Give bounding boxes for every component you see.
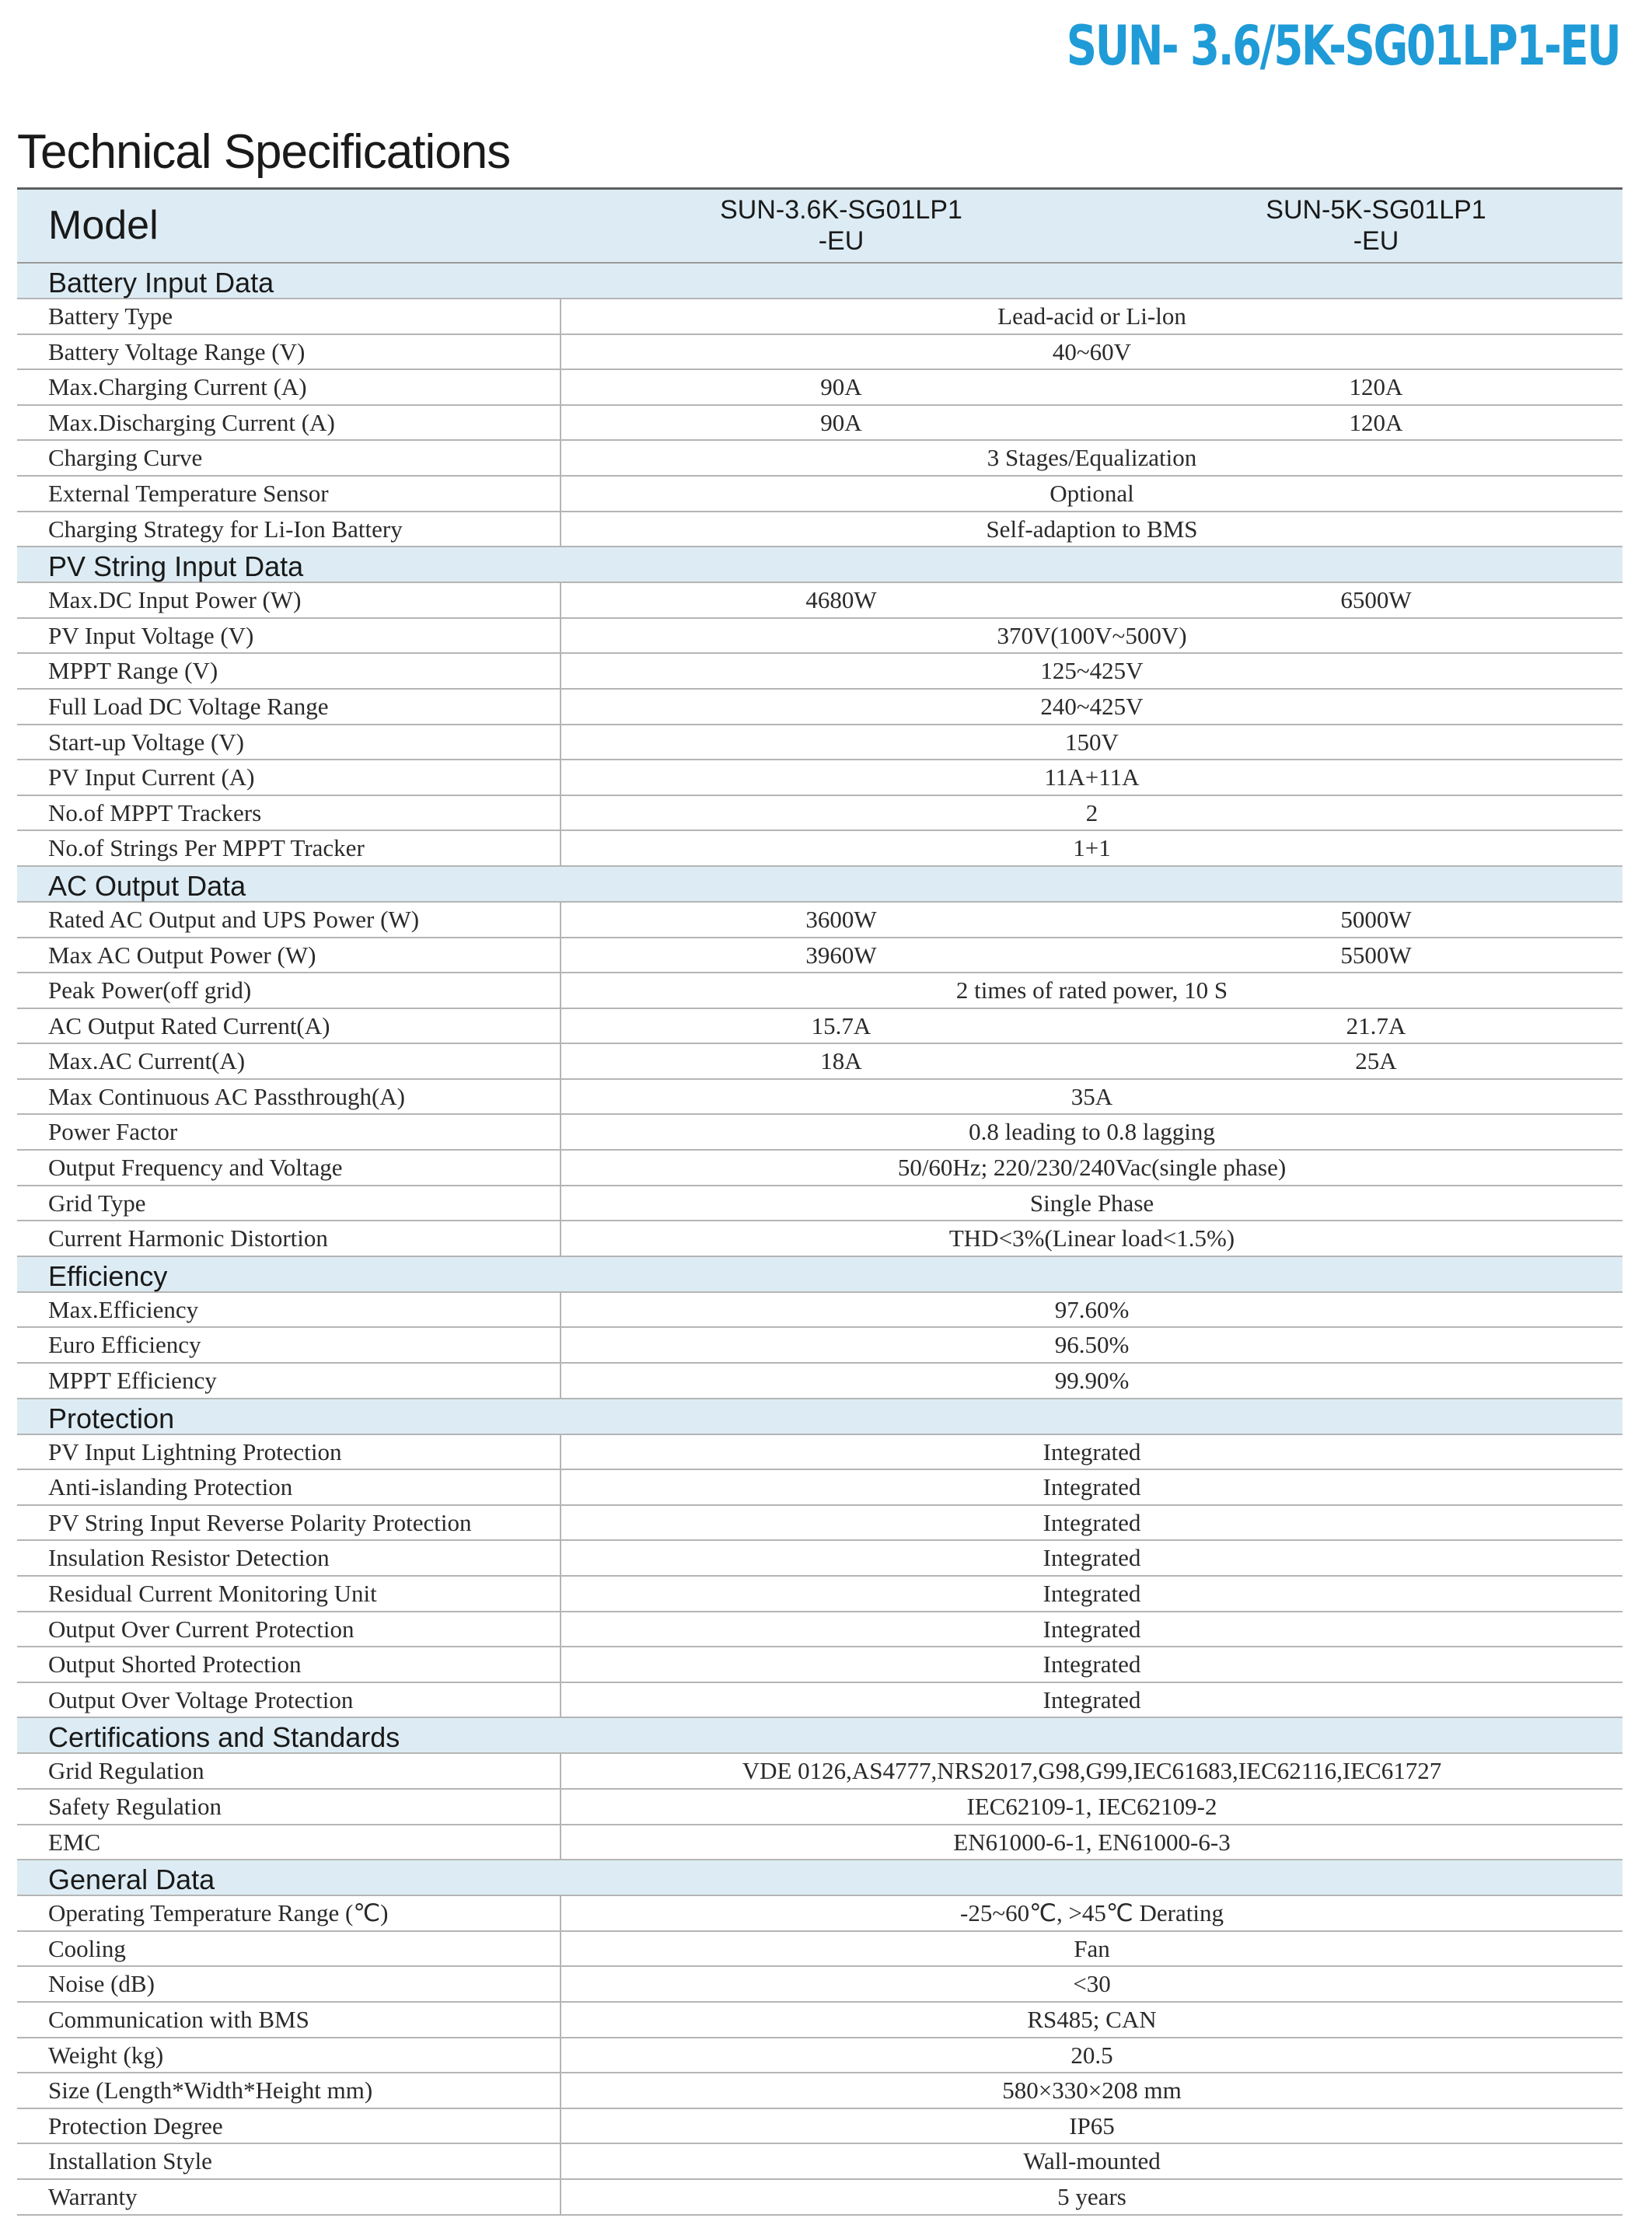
- spec-value: IP65: [1069, 2111, 1115, 2139]
- table-row: [17, 1364, 1622, 1399]
- spec-table: [17, 187, 1622, 2216]
- section-title: Certifications and Standards: [48, 1721, 400, 1754]
- spec-label: Rated AC Output and UPS Power (W): [17, 903, 561, 937]
- spec-value-5k: 21.7A: [1346, 1011, 1406, 1039]
- table-row: [17, 1435, 1622, 1471]
- model-name-line: -EU: [1353, 226, 1399, 256]
- spec-label: Noise (dB): [17, 1967, 561, 2001]
- spec-value: 0.8 leading to 0.8 lagging: [969, 1118, 1215, 1146]
- table-row: [17, 2073, 1622, 2109]
- spec-label: No.of Strings Per MPPT Tracker: [17, 831, 561, 865]
- table-row: [17, 1612, 1622, 1648]
- spec-label: Output Frequency and Voltage: [17, 1151, 561, 1185]
- section-header: [17, 264, 1622, 299]
- section-title: PV String Input Data: [48, 550, 304, 583]
- spec-label: PV String Input Reverse Polarity Protection: [17, 1506, 561, 1540]
- section-header: [17, 1860, 1622, 1896]
- table-row: [17, 760, 1622, 796]
- table-row: [17, 1577, 1622, 1612]
- spec-label: Start-up Voltage (V): [17, 725, 561, 760]
- table-row: [17, 1967, 1622, 2003]
- spec-label: Protection Degree: [17, 2109, 561, 2143]
- table-row: [17, 654, 1622, 690]
- table-row: [17, 1790, 1622, 1825]
- spec-label: Size (Length*Width*Height mm): [17, 2073, 561, 2108]
- spec-value: 2 times of rated power, 10 S: [955, 976, 1228, 1004]
- spec-value: 96.50%: [1054, 1331, 1130, 1359]
- table-row: [17, 2003, 1622, 2038]
- spec-value: 580×330×208 mm: [1002, 2077, 1182, 2105]
- spec-value: RS485; CAN: [1027, 2005, 1157, 2033]
- spec-value: 1+1: [1073, 834, 1111, 862]
- spec-label: EMC: [17, 1825, 561, 1860]
- table-row: [17, 1080, 1622, 1116]
- page-heading: Technical Specifications: [17, 125, 511, 179]
- spec-value: Self-adaption to BMS: [986, 515, 1198, 543]
- table-row: [17, 1293, 1622, 1329]
- spec-value: 50/60Hz; 220/230/240Vac(single phase): [897, 1154, 1287, 1182]
- spec-label: Anti-islanding Protection: [17, 1470, 561, 1504]
- spec-value: THD<3%(Linear load<1.5%): [948, 1224, 1235, 1252]
- spec-value: 35A: [1070, 1082, 1113, 1110]
- table-row: [17, 299, 1622, 335]
- section-header: [17, 547, 1622, 583]
- spec-label: Battery Voltage Range (V): [17, 335, 561, 369]
- spec-label: Output Over Current Protection: [17, 1612, 561, 1647]
- table-row: [17, 1115, 1622, 1151]
- table-row: [17, 477, 1622, 512]
- spec-value-3-6k: 18A: [820, 1047, 862, 1075]
- spec-label: Output Over Voltage Protection: [17, 1683, 561, 1717]
- spec-value: 97.60%: [1054, 1295, 1130, 1323]
- spec-label: Max.Charging Current (A): [17, 370, 561, 404]
- table-row: [17, 2038, 1622, 2074]
- table-row: [17, 512, 1622, 548]
- spec-label: MPPT Efficiency: [17, 1364, 561, 1398]
- spec-value-5k: 5500W: [1340, 941, 1412, 969]
- spec-value-3-6k: 4680W: [805, 586, 877, 614]
- spec-label: AC Output Rated Current(A): [17, 1009, 561, 1043]
- table-row: [17, 796, 1622, 832]
- section-title: General Data: [48, 1863, 215, 1896]
- section-title: AC Output Data: [48, 869, 246, 902]
- model-header-row: [17, 190, 1622, 264]
- table-row: [17, 335, 1622, 371]
- spec-value: Integrated: [1043, 1650, 1141, 1678]
- table-row: [17, 619, 1622, 655]
- spec-value: 20.5: [1070, 2041, 1113, 2069]
- spec-value: 150V: [1065, 728, 1119, 756]
- spec-value: 240~425V: [1040, 692, 1144, 720]
- table-row: [17, 1896, 1622, 1932]
- table-row: [17, 831, 1622, 867]
- spec-value-3-6k: 90A: [820, 408, 862, 436]
- spec-value-5k: 6500W: [1340, 586, 1412, 614]
- spec-label: MPPT Range (V): [17, 654, 561, 688]
- model-name-3-6k: [647, 194, 1036, 257]
- section-header: [17, 1718, 1622, 1754]
- table-body: [17, 264, 1622, 2216]
- spec-label: Charging Curve: [17, 441, 561, 475]
- spec-value: Optional: [1050, 479, 1134, 507]
- table-row: [17, 1009, 1622, 1045]
- spec-label: Max.Discharging Current (A): [17, 406, 561, 440]
- spec-label: Max Continuous AC Passthrough(A): [17, 1080, 561, 1114]
- spec-label: Current Harmonic Distortion: [17, 1221, 561, 1256]
- spec-label: Installation Style: [17, 2144, 561, 2178]
- table-row: [17, 1470, 1622, 1506]
- spec-value: 3 Stages/Equalization: [987, 444, 1197, 472]
- spec-value-5k: 120A: [1349, 408, 1403, 436]
- table-row: [17, 973, 1622, 1009]
- spec-label: PV Input Lightning Protection: [17, 1435, 561, 1469]
- spec-value: 370V(100V~500V): [997, 621, 1187, 649]
- spec-label: PV Input Current (A): [17, 760, 561, 795]
- spec-value: Single Phase: [1029, 1189, 1154, 1217]
- spec-label: Warranty: [17, 2180, 561, 2214]
- table-row: [17, 1151, 1622, 1186]
- table-row: [17, 1825, 1622, 1861]
- model-name-line: SUN-3.6K-SG01LP1: [720, 195, 962, 225]
- table-row: [17, 1506, 1622, 1542]
- spec-label: No.of MPPT Trackers: [17, 796, 561, 830]
- spec-value: EN61000-6-1, EN61000-6-3: [953, 1828, 1231, 1856]
- spec-label: Battery Type: [17, 299, 561, 334]
- spec-value: 125~425V: [1040, 657, 1144, 685]
- spec-value-3-6k: 90A: [820, 373, 862, 401]
- spec-label: Weight (kg): [17, 2038, 561, 2073]
- spec-label: External Temperature Sensor: [17, 477, 561, 511]
- table-row: [17, 1754, 1622, 1790]
- spec-label: Communication with BMS: [17, 2003, 561, 2037]
- spec-label: Peak Power(off grid): [17, 973, 561, 1008]
- section-header: [17, 867, 1622, 903]
- model-name-5k: [1182, 194, 1570, 257]
- spec-value: Lead-acid or Li-lon: [997, 302, 1186, 330]
- section-header: [17, 1399, 1622, 1435]
- spec-label: Safety Regulation: [17, 1790, 561, 1824]
- spec-value: VDE 0126,AS4777,NRS2017,G98,G99,IEC61683,IEC62116,IEC61727: [742, 1757, 1442, 1785]
- table-row: [17, 1932, 1622, 1968]
- spec-value-5k: 25A: [1355, 1047, 1397, 1075]
- spec-label: Max AC Output Power (W): [17, 938, 561, 973]
- spec-value: Integrated: [1043, 1544, 1141, 1572]
- spec-value-5k: 120A: [1349, 373, 1403, 401]
- spec-label: Grid Regulation: [17, 1754, 561, 1788]
- spec-label: Grid Type: [17, 1186, 561, 1221]
- spec-label: Charging Strategy for Li-Ion Battery: [17, 512, 561, 547]
- spec-value: <30: [1073, 1970, 1111, 1998]
- table-row: [17, 725, 1622, 761]
- table-row: [17, 1328, 1622, 1364]
- spec-value-3-6k: 3960W: [805, 941, 877, 969]
- spec-label: Residual Current Monitoring Unit: [17, 1577, 561, 1611]
- spec-label: Max.DC Input Power (W): [17, 583, 561, 617]
- table-row: [17, 1186, 1622, 1222]
- table-row: [17, 903, 1622, 938]
- spec-value: 99.90%: [1054, 1367, 1130, 1395]
- table-row: [17, 1683, 1622, 1719]
- table-row: [17, 370, 1622, 406]
- spec-label: Max.AC Current(A): [17, 1044, 561, 1078]
- table-row: [17, 2144, 1622, 2180]
- spec-value: Integrated: [1043, 1508, 1141, 1536]
- model-name-line: SUN-5K-SG01LP1: [1266, 195, 1486, 225]
- spec-label: Full Load DC Voltage Range: [17, 690, 561, 724]
- spec-value-3-6k: 15.7A: [811, 1011, 871, 1039]
- table-row: [17, 690, 1622, 725]
- spec-value: 11A+11A: [1044, 763, 1140, 791]
- model-name-line: -EU: [818, 226, 864, 256]
- spec-label: Cooling: [17, 1932, 561, 1966]
- spec-value: 5 years: [1057, 2182, 1126, 2210]
- spec-value: 40~60V: [1052, 337, 1132, 365]
- spec-value-3-6k: 3600W: [805, 905, 877, 933]
- model-label: Model: [48, 203, 159, 248]
- spec-label: PV Input Voltage (V): [17, 619, 561, 653]
- table-row: [17, 1221, 1622, 1257]
- spec-value: Fan: [1074, 1934, 1110, 1962]
- spec-value: Integrated: [1043, 1473, 1141, 1501]
- section-header: [17, 1257, 1622, 1293]
- spec-value: -25~60℃, >45℃ Derating: [960, 1899, 1224, 1927]
- spec-value: IEC62109-1, IEC62109-2: [966, 1792, 1217, 1820]
- spec-label: Power Factor: [17, 1115, 561, 1149]
- spec-value: Integrated: [1043, 1685, 1141, 1713]
- section-title: Battery Input Data: [48, 267, 274, 299]
- section-title: Efficiency: [48, 1259, 168, 1292]
- spec-value-5k: 5000W: [1340, 905, 1412, 933]
- spec-label: Insulation Resistor Detection: [17, 1541, 561, 1575]
- spec-value: Wall-mounted: [1023, 2147, 1161, 2175]
- spec-label: Max.Efficiency: [17, 1293, 561, 1327]
- spec-value: Integrated: [1043, 1615, 1141, 1643]
- spec-value: Integrated: [1043, 1437, 1141, 1465]
- spec-value: 2: [1085, 798, 1098, 826]
- spec-label: Euro Efficiency: [17, 1328, 561, 1362]
- table-row: [17, 1541, 1622, 1577]
- table-row: [17, 1647, 1622, 1683]
- table-row: [17, 583, 1622, 619]
- spec-label: Operating Temperature Range (℃): [17, 1896, 561, 1930]
- spec-value: Integrated: [1043, 1580, 1141, 1607]
- table-row: [17, 1044, 1622, 1080]
- section-title: Protection: [48, 1402, 175, 1434]
- table-row: [17, 406, 1622, 442]
- table-row: [17, 441, 1622, 477]
- table-row: [17, 2180, 1622, 2216]
- table-row: [17, 2109, 1622, 2145]
- table-row: [17, 938, 1622, 974]
- product-title: SUN- 3.6/5K-SG01LP1-EU: [1066, 14, 1619, 78]
- spec-label: Output Shorted Protection: [17, 1647, 561, 1682]
